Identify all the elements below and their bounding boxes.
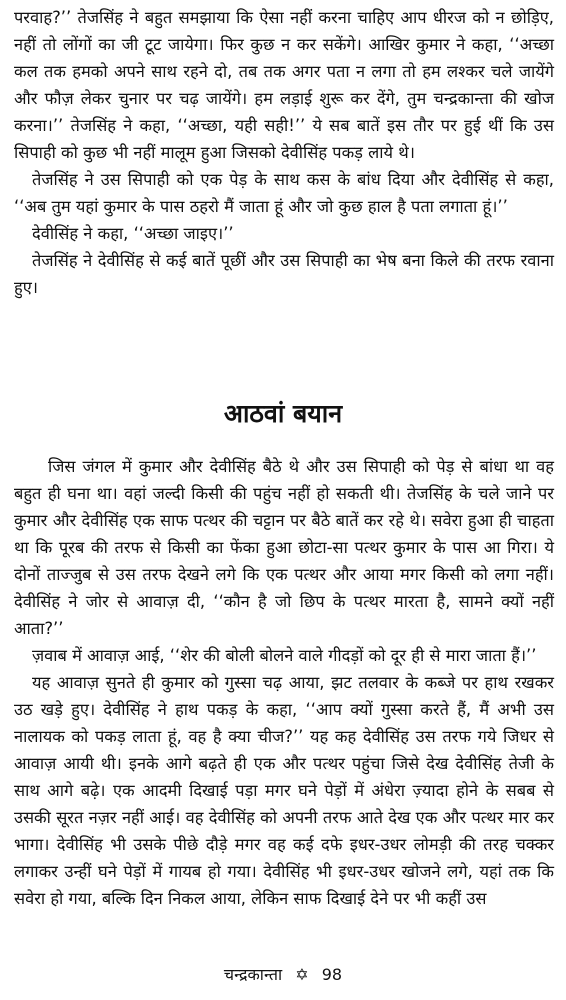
paragraph-continuation: परवाह?’’ तेजसिंह ने बहुत समझाया कि ऐसा नहीं करना चाहिए आप धीरज को न छोड़िए, नहीं तो लोंगों का जी टूट जायेगा। फिर कुछ न कर सकेंगे। आखिर कुमार ने कहा, ‘‘अच्छा कल तक हमको अपने साथ रहने दो, तब तक अगर पता न लगा तो हम लश्कर चले जायेंगे और फौज़ लेकर चुनार पर चढ़ जायेंगे। हम लड़ाई शुरू कर देंगे, तुम चन्द्रकान्ता की खोज करना।’’ तेजसिंह ने कहा, ‘‘अच्छा, यही सही!’’ ये सब बातें इस तौर पर हुई थीं कि उस सिपाही को कुछ भी नहीं मालूम हुआ जिसको देवीसिंह पकड़ लाये थे।: [14, 8, 554, 162]
chapter-heading: आठवां बयान: [223, 399, 343, 428]
page-number: 98: [321, 965, 343, 984]
paragraph: तेजसिंह ने उस सिपाही को एक पेड़ के साथ कस के बांध दिया और देवीसिंह से कहा, ‘‘अब तुम यहां कुमार के पास ठहरो मैं जाता हूं और जो कुछ हाल है पता लगाता हूं।’’: [14, 170, 554, 216]
chapter-body: [14, 453, 554, 912]
paragraph: जिस जंगल में कुमार और देवीसिंह बैठे थे और उस सिपाही को पेड़ से बांधा था वह बहुत ही घना था। वहां जल्दी किसी की पहुंच नहीं हो सकती थी। तेजसिंह के चले जाने पर कुमार और देवीसिंह एक साफ पत्थर की चट्टान पर बैठे बातें कर रहे थे। सवेरा हुआ ही चाहता था कि पूरब की तरफ से किसी का फेंका हुआ छोटा-सा पत्थर कुमार के पास आ गिरा। ये दोनों ताज्जुब से उस तरफ देखने लगे कि एक पत्थर और आया मगर किसी को लगा नहीं। देवीसिंह ने जोर से आवाज़ दी, ‘‘कौन है जो छिप के पत्थर मारता है, सामने क्यों नहीं आता?’’: [14, 457, 554, 638]
top-section: [14, 4, 554, 301]
paragraph: देवीसिंह ने कहा, ‘‘अच्छा जाइए।’’: [32, 224, 234, 243]
footer-book-title: चन्द्रकान्ता: [223, 965, 283, 984]
page-footer: [0, 963, 566, 987]
paragraph: यह आवाज़ सुनते ही कुमार को गुस्सा चढ़ आया, झट तलवार के कब्जे पर हाथ रखकर उठ खड़े हुए। देवीसिंह ने हाथ पकड़ के कहा, ‘‘आप क्यों गुस्सा करते हैं, मैं अभी उस नालायक को पकड़ लाता हूं, वह है क्या चीज?’’ यह कह देवीसिंह उस तरफ गये जिधर से आवाज़ आयी थी। इनके आगे बढ़ते ही एक और पत्थर पहुंचा जिसे देख देवीसिंह तेजी के साथ आगे बढ़े। एक आदमी दिखाई पड़ा मगर घने पेड़ों में अंधेरा ज़्यादा होने के सबब से उसकी सूरत नज़र नहीं आई। वह देवीसिंह को अपनी तरफ आते देख एक और पत्थर मार कर भागा। देवीसिंह भी उसके पीछे दौड़े मगर वह कई दफे इधर-उधर लोमड़ी की तरह चक्कर लगाकर उन्हीं घने पेड़ों में गायब हो गया। देवीसिंह भी इधर-उधर खोजने लगे, यहां तक कि सवेरा हो गया, बल्कि दिन निकल आया, लेकिन साफ दिखाई देने पर भी कहीं उस: [14, 673, 554, 908]
paragraph: ज़वाब में आवाज़ आई, ‘‘शेर की बोली बोलने वाले गीदड़ों को दूर ही से मारा जाता हैं।’’: [32, 646, 537, 665]
star-ornament-icon: ✡: [295, 965, 309, 984]
paragraph: तेजसिंह ने देवीसिंह से कई बातें पूछीं और उस सिपाही का भेष बना किले की तरफ रवाना हुए।: [14, 251, 554, 297]
